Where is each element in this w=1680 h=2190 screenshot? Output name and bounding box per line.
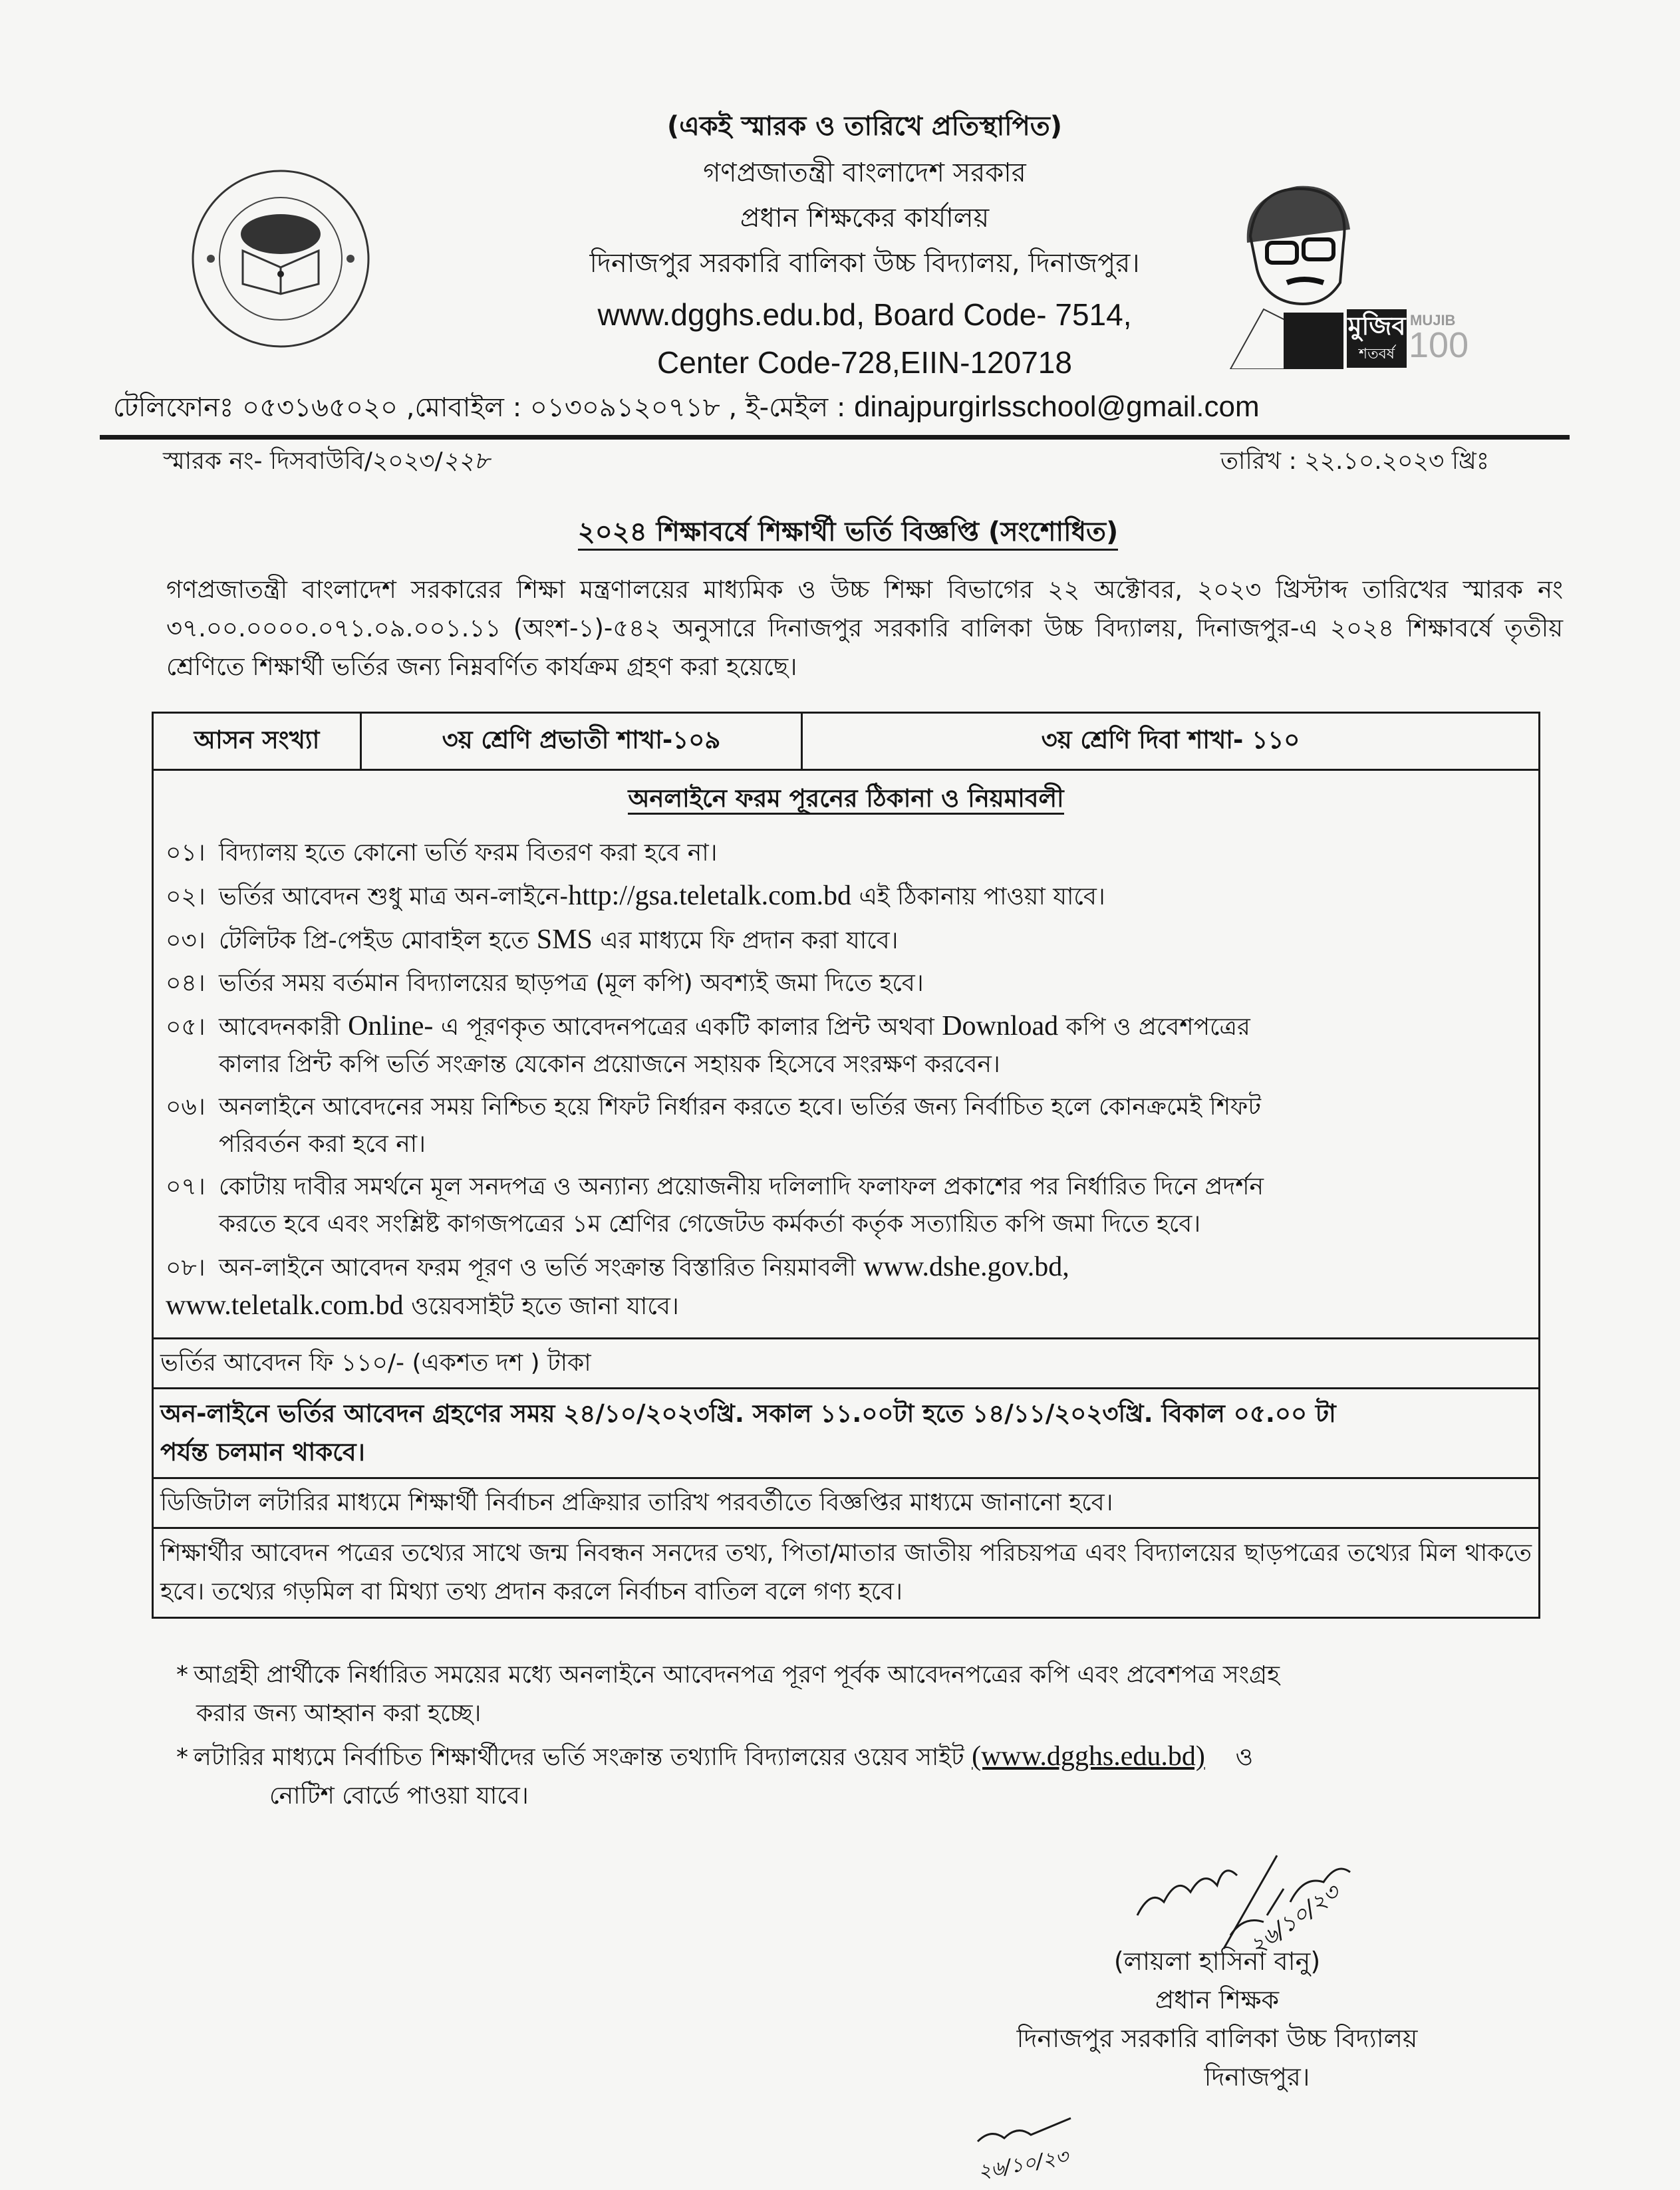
mujib-100-text: 100 <box>1409 325 1469 365</box>
note-text-continued: করার জন্য আহ্বান করা হচ্ছে। <box>196 1700 482 1727</box>
rule-text-continued: পরিবর্তন করা হবে না। <box>219 1131 426 1158</box>
day-shift-seats: ৩য় শ্রেণি দিবা শাখা- ১১০ <box>1041 726 1300 754</box>
rule-number: ০৬। <box>166 1093 206 1121</box>
note-item-1 <box>176 1656 1560 1733</box>
book-tree-emblem-icon <box>190 168 372 350</box>
rule-number: ০১। <box>166 839 206 867</box>
rule-text-continued: কালার প্রিন্ট কপি ভর্তি সংক্রান্ত যেকোন প্রয়োজনে সহায়ক হিসেবে সংরক্ষণ করবেন। <box>219 1051 1000 1078</box>
rule-text: আবেদনকারী <box>219 1014 349 1041</box>
teletalk-gsa-link[interactable]: http://gsa.teletalk.com.bd <box>568 881 851 911</box>
rule-item-8 <box>166 1248 1526 1325</box>
signatory-block <box>918 1942 1516 2096</box>
government-name: গণপ্রজাতন্ত্রী বাংলাদেশ সরকার <box>703 158 1026 188</box>
website-board-code: www.dgghs.edu.bd, Board Code- 7514, <box>597 297 1132 332</box>
application-fee-row: ভর্তির আবেদন ফি ১১০/- (একশত দশ ) টাকা <box>154 1337 1538 1387</box>
phone-label: টেলিফোনঃ <box>113 392 234 423</box>
signatory-name: (লায়লা হাসিনা বানু) <box>1113 1947 1321 1976</box>
note-text: আগ্রহী প্রার্থীকে নির্ধারিত সময়ের মধ্যে অনলাইনে আবেদনপত্র পূরণ পূর্বক আবেদনপত্রের কপি এবং প্রবেশপত্র সংগ্রহ <box>194 1661 1280 1689</box>
memo-date: তারিখ : ২২.১০.২০২৩ খ্রিঃ <box>1220 448 1490 475</box>
rule-item-5 <box>166 1008 1526 1083</box>
rule-text: কোটায় দাবীর সমর্থনে মূল সনদপত্র ও অন্যান্য প্রয়োজনীয় দলিলাদি ফলাফল প্রকাশের পর নির্ধারিত দিনে প্রদর্শন <box>219 1173 1264 1200</box>
morning-shift-seats: ৩য় শ্রেণি প্রভাতী শাখা-১০৯ <box>362 714 803 769</box>
application-period-line1: অন-লাইনে ভর্তির আবেদন গ্রহণের সময় ২৪/১০/২০২৩খ্রি. সকাল ১১.০০টা হতে ১৪/১১/২০২৩খ্রি. বিকাল ০৫.০০ টা <box>160 1399 1336 1428</box>
school-name: দিনাজপুর সরকারি বালিকা উচ্চ বিদ্যালয়, দিনাজপুর। <box>589 248 1140 279</box>
handwritten-signature <box>1124 1836 1377 1961</box>
application-period-row <box>154 1387 1538 1477</box>
mujib-sub-text: শতবর্ষ <box>1359 346 1395 362</box>
notice-title <box>133 512 1563 552</box>
notice-title-text: ২০২৪ শিক্ষাবর্ষে শিক্ষার্থী ভর্তি বিজ্ঞপ্তি (সংশোধিত) <box>578 517 1119 551</box>
rule-number: ০৩। <box>166 927 206 954</box>
rule-text: অনলাইনে আবেদনের সময় নিশ্চিত হয়ে শিফট নির্ধারন করতে হবে। ভর্তির জন্য নির্বাচিত হলে কোনক্রমেই শিফট <box>219 1093 1261 1121</box>
rule-item-6 <box>166 1089 1526 1163</box>
school-logo <box>190 168 372 350</box>
rules-heading-text: অনলাইনে ফরম পূরনের ঠিকানা ও নিয়মাবলী <box>628 784 1063 815</box>
rule-text: কপি ও প্রবেশপত্রের <box>1058 1014 1250 1041</box>
rule-number: ০৪। <box>166 970 206 997</box>
mujib-100-logo <box>1217 170 1469 369</box>
teletalk-link[interactable]: www.teletalk.com.bd <box>166 1290 404 1321</box>
rule-item-3 <box>166 921 1526 960</box>
signatory-designation: প্রধান শিক্ষক <box>1155 1985 1280 2014</box>
sms-text: SMS <box>536 924 593 955</box>
online-rules-section <box>154 769 1538 1337</box>
note-text-continued: নোটিশ বোর্ডে পাওয়া যাবে। <box>269 1782 529 1810</box>
memo-ref-label: স্মারক নং- দিসবাউবি/২০২৩/ <box>163 448 443 475</box>
mobile-label: ,মোবাইল : <box>406 392 522 423</box>
notes-section <box>176 1656 1560 1820</box>
online-text: Online- <box>348 1011 434 1041</box>
rule-text: ভর্তির আবেদন শুধু মাত্র অন-লাইনে- <box>219 883 569 910</box>
rules-heading <box>166 780 1526 817</box>
rule-text-continued: করতে হবে এবং সংশ্লিষ্ট কাগজপত্রের ১ম শ্রেণির গেজেটড কর্মকর্তা কর্তৃক সত্যায়িত কপি জমা দিতে হবে। <box>219 1210 1201 1238</box>
rule-item-4 <box>166 965 1526 1002</box>
office-name: প্রধান শিক্ষকের কার্যালয় <box>740 203 990 233</box>
application-period-line2: পর্যন্ত চলমান থাকবে। <box>160 1438 365 1466</box>
rule-text: অন-লাইনে আবেদন ফরম পূরণ ও ভর্তি সংক্রান্ত বিস্তারিত নিয়মাবলী <box>219 1254 864 1282</box>
rule-text: এর মাধ্যমে ফি প্রদান করা যাবে। <box>592 927 899 954</box>
asterisk: * <box>176 1661 188 1689</box>
header-divider <box>100 435 1570 440</box>
email-link[interactable]: dinajpurgirlsschool@gmail.com <box>854 390 1260 423</box>
signatory-school: দিনাজপুর সরকারি বালিকা উচ্চ বিদ্যালয় <box>1016 2024 1418 2053</box>
rule-item-7 <box>166 1168 1526 1243</box>
center-eiin-code: Center Code-728,EIIN-120718 <box>657 345 1072 380</box>
rule-item-1 <box>166 835 1526 872</box>
rule-text: এ পূরণকৃত আবেদনপত্রের একটি কালার প্রিন্ট অথবা <box>433 1014 942 1041</box>
mobile-number: ০১৩০৯১২০৭১৮ <box>529 392 720 423</box>
seat-count-label: আসন সংখ্যা <box>154 714 362 769</box>
signatory-city: দিনাজপুর। <box>1204 2062 1310 2092</box>
mujib-en-text: MUJIB <box>1410 312 1456 329</box>
rule-text-continued: ওয়েবসাইট হতে জানা যাবে। <box>403 1293 679 1320</box>
dshe-link[interactable]: www.dshe.gov.bd, <box>863 1252 1069 1282</box>
handwritten-date: ২৬/১০/২৩ <box>1244 1879 1345 1961</box>
rule-text: বিদ্যালয় হতে কোনো ভর্তি ফরম বিতরণ করা হবে না। <box>219 839 718 867</box>
replaced-note: (একই স্মারক ও তারিখে প্রতিস্থাপিত) <box>666 111 1063 142</box>
rule-text: টেলিটক প্রি-পেইড মোবাইল হতে <box>219 927 537 954</box>
phone-number: ০৫৩১৬৫০২০ <box>242 392 398 423</box>
seat-count-row <box>154 714 1538 769</box>
download-text: Download <box>942 1011 1059 1041</box>
intro-paragraph: গণপ্রজাতন্ত্রী বাংলাদেশ সরকারের শিক্ষা মন্ত্রণালয়ের মাধ্যমিক ও উচ্চ শিক্ষা বিভাগের ২২ অক্টোবর, ২০২৩ খ্রিস্টাব্দ তারিখের স্মারক নং ৩৭.০০.০০০০.০৭১.০৯.০০১.১১ (অংশ-১)-৫৪২ অনুসারে দিনাজপুর সরকারি বালিকা উচ্চ বিদ্যালয়, দিনাজপুর-এ ২০২৪ শিক্ষাবর্ষে তৃতীয় শ্রেণিতে শিক্ষার্থী ভর্তির জন্য নিম্নবর্ণিত কার্যক্রম গ্রহণ করা হয়েছে। <box>166 575 1563 681</box>
email-label: , ই-মেইল : <box>728 392 846 423</box>
rule-text: এই ঠিকানায় পাওয়া যাবে। <box>851 883 1105 910</box>
school-website-link[interactable]: (www.dgghs.edu.bd) <box>972 1741 1205 1772</box>
asterisk: * <box>176 1744 188 1771</box>
note-item-2 <box>176 1737 1560 1816</box>
rule-number: ০২। <box>166 883 206 910</box>
note-text: লটারির মাধ্যমে নির্বাচিত শিক্ষার্থীদের ভর্তি সংক্রান্ত তথ্যাদি বিদ্যালয়ের ওয়েব সাইট <box>194 1744 972 1771</box>
note-text: ও <box>1204 1744 1254 1771</box>
contact-line <box>113 387 1576 428</box>
rule-number: ০৫। <box>166 1014 206 1041</box>
admission-info-table <box>152 712 1540 1619</box>
rule-item-2 <box>166 877 1526 916</box>
mujib-bn-text: মুজিব <box>1347 311 1406 341</box>
lottery-info-row: ডিজিটাল লটারির মাধ্যমে শিক্ষার্থী নির্বাচন প্রক্রিয়ার তারিখ পরবর্তীতে বিজ্ঞপ্তির মাধ্যমে জানানো হবে। <box>154 1477 1538 1527</box>
memo-number <box>163 444 490 479</box>
rule-number: ০৮। <box>166 1254 206 1282</box>
rule-text: ভর্তির সময় বর্তমান বিদ্যালয়ের ছাড়পত্র (মূল কপি) অবশ্যই জমা দিতে হবে। <box>219 970 924 997</box>
second-handwritten-initial <box>971 2115 1104 2184</box>
info-match-row: শিক্ষার্থীর আবেদন পত্রের তথ্যের সাথে জন্ম নিবন্ধন সনদের তথ্য, পিতা/মাতার জাতীয় পরিচয়পত্র এবং বিদ্যালয়ের ছাড়পত্রের তথ্যের মিল থাকতে হবে। তথ্যের গড়মিল বা মিথ্যা তথ্য প্রদান করলে নির্বাচন বাতিল বলে গণ্য হবে। <box>154 1527 1538 1617</box>
rule-number: ০৭। <box>166 1173 206 1200</box>
memo-ref-handwritten: ২২৮ <box>442 448 490 475</box>
second-handwritten-date: ২৬/১০/২৩ <box>976 2145 1071 2184</box>
